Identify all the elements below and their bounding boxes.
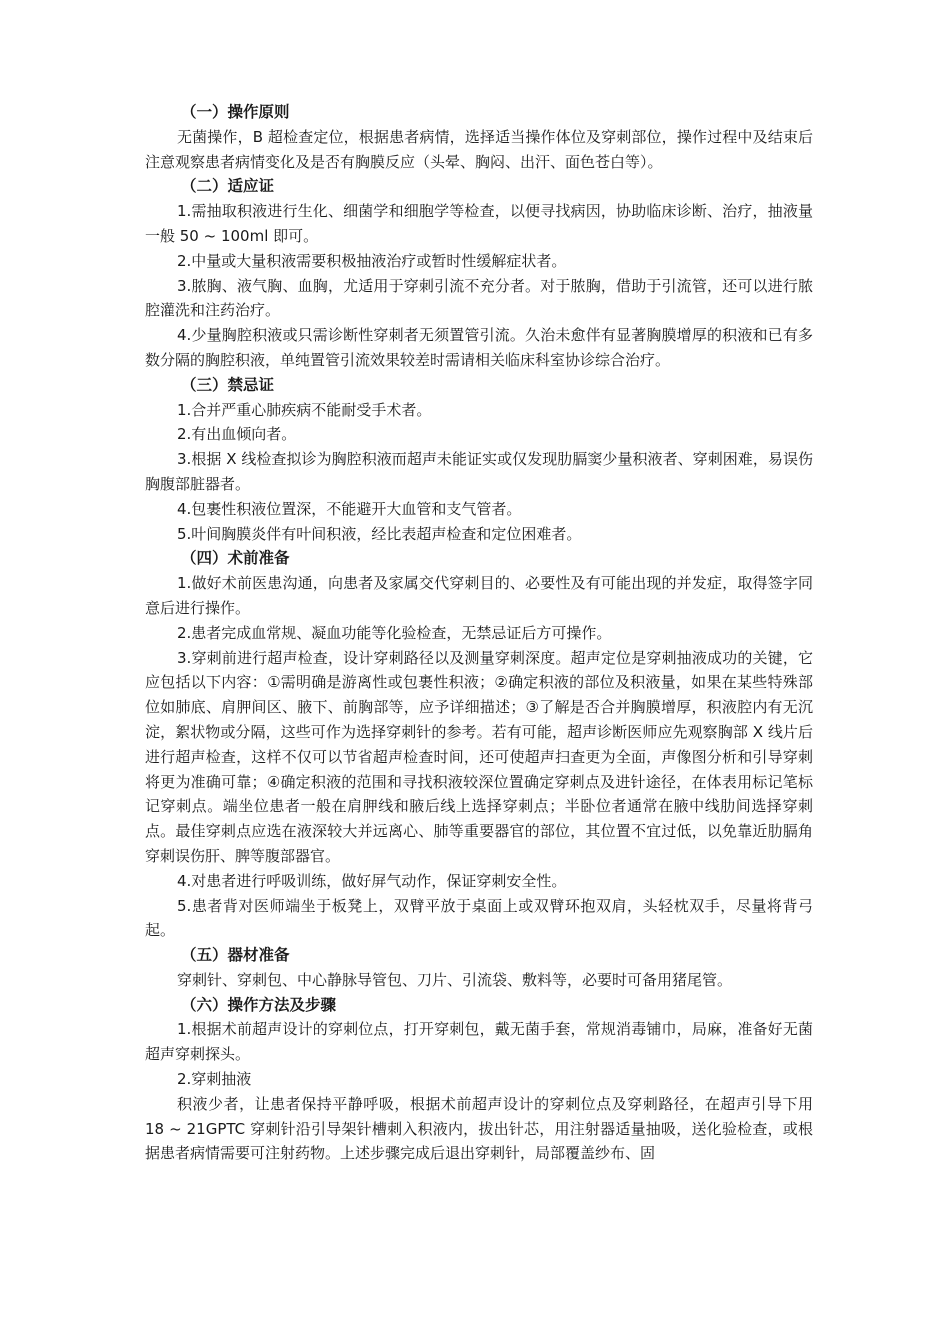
section-heading-procedure: （六）操作方法及步骤 xyxy=(181,995,337,1014)
paragraph: 5.叶间胸膜炎伴有叶间积液，经比表超声检查和定位困难者。 xyxy=(177,524,582,543)
paragraph: 2.穿刺抽液 xyxy=(177,1070,252,1089)
paragraph: 3.脓胸、液气胸、血胸，尤适用于穿刺引流不充分者。对于脓胸，借助于引流管，还可以进行脓腔灌洗和注药治疗。 xyxy=(145,276,813,320)
section-heading-contraindications: （三）禁忌证 xyxy=(181,375,275,394)
paragraph: 3.根据 X 线检查拟诊为胸腔积液而超声未能证实或仅发现肋膈窦少量积液者、穿刺困难，易误伤胸腹部脏器者。 xyxy=(145,450,813,493)
document-page xyxy=(145,100,813,1166)
section-heading-principles: （一）操作原则 xyxy=(181,103,290,121)
paragraph: 1.做好术前医患沟通，向患者及家属交代穿刺目的、必要性及有可能出现的并发症，取得签字同意后进行操作。 xyxy=(145,574,813,617)
section-heading-preparation: （四）术前准备 xyxy=(181,549,290,568)
paragraph: 2.有出血倾向者。 xyxy=(177,425,297,444)
paragraph: 2.中量或大量积液需要积极抽液治疗或暂时性缓解症状者。 xyxy=(177,251,567,270)
paragraph: 穿刺针、穿刺包、中心静脉导管包、刀片、引流袋、敷料等，必要时可备用猪尾管。 xyxy=(177,970,733,989)
paragraph: 2.患者完成血常规、凝血功能等化验检查，无禁忌证后方可操作。 xyxy=(177,623,612,642)
paragraph: 5.患者背对医师端坐于板凳上，双臂平放于桌面上或双臂环抱双肩，头轻枕双手，尽量将背弓起。 xyxy=(145,896,813,940)
paragraph: 4.对患者进行呼吸训练，做好屏气动作，保证穿刺安全性。 xyxy=(177,871,567,890)
paragraph: 4.少量胸腔积液或只需诊断性穿刺者无须置管引流。久治未愈伴有显著胸膜增厚的积液和已有多数分隔的胸腔积液，单纯置管引流效果较差时需请相关临床科室协诊综合治疗。 xyxy=(145,326,813,369)
section-heading-equipment: （五）器材准备 xyxy=(181,946,290,965)
paragraph: 1.根据术前超声设计的穿刺位点，打开穿刺包，戴无菌手套，常规消毒铺巾，局麻，准备好无菌超声穿刺探头。 xyxy=(145,1020,813,1064)
paragraph: 1.需抽取积液进行生化、细菌学和细胞学等检查，以便寻找病因，协助临床诊断、治疗，抽液量一般 50 ~ 100ml 即可。 xyxy=(145,202,813,245)
paragraph: 积液少者，让患者保持平静呼吸，根据术前超声设计的穿刺位点及穿刺路径，在超声引导下用 18 ~ 21GPTC 穿刺针沿引导架针槽刺入积液内，拔出针芯，用注射器适量抽吸，送化验检查，或根据患者病情需要可注射药物。上述步骤完成后退出穿刺针，局部覆盖纱布、固 xyxy=(145,1094,813,1163)
section-heading-indications: （二）适应证 xyxy=(181,177,275,196)
paragraph: 1.合并严重心肺疾病不能耐受手术者。 xyxy=(177,400,432,419)
paragraph: 3.穿刺前进行超声检查，设计穿刺路径以及测量穿刺深度。超声定位是穿刺抽液成功的关键，它应包括以下内容：①需明确是游离性或包裹性积液；②确定积液的部位及积液量，如果在某些特殊部位如肺底、肩胛间区、腋下、前胸部等，应予详细描述；③了解是否合并胸膜增厚，积液腔内有无沉淀，絮状物或分隔，这些可作为选择穿刺针的参考。若有可能，超声诊断医师应先观察胸部 X 线片后进行超声检查，这样不仅可以节省超声检查时间，还可使超声扫查更为全面，声像图分析和引导穿刺将更为准确可靠；④确定积液的范围和寻找积液较深位置确定穿刺点及进针途径，在体表用标记笔标记穿刺点。端坐位患者一般在肩胛线和腋后线上选择穿刺点；半卧位者通常在腋中线肋间选择穿刺点。最佳穿刺点应选在液深较大并远离心、肺等重要器官的部位，其位置不宜过低，以免靠近肋膈角穿刺误伤肝、脾等腹部器官。 xyxy=(145,648,813,865)
paragraph: 无菌操作，B 超检查定位，根据患者病情，选择适当操作体位及穿刺部位，操作过程中及结束后注意观察患者病情变化及是否有胸膜反应（头晕、胸闷、出汗、面色苍白等）。 xyxy=(145,127,813,171)
paragraph: 4.包裹性积液位置深，不能避开大血管和支气管者。 xyxy=(177,499,522,518)
